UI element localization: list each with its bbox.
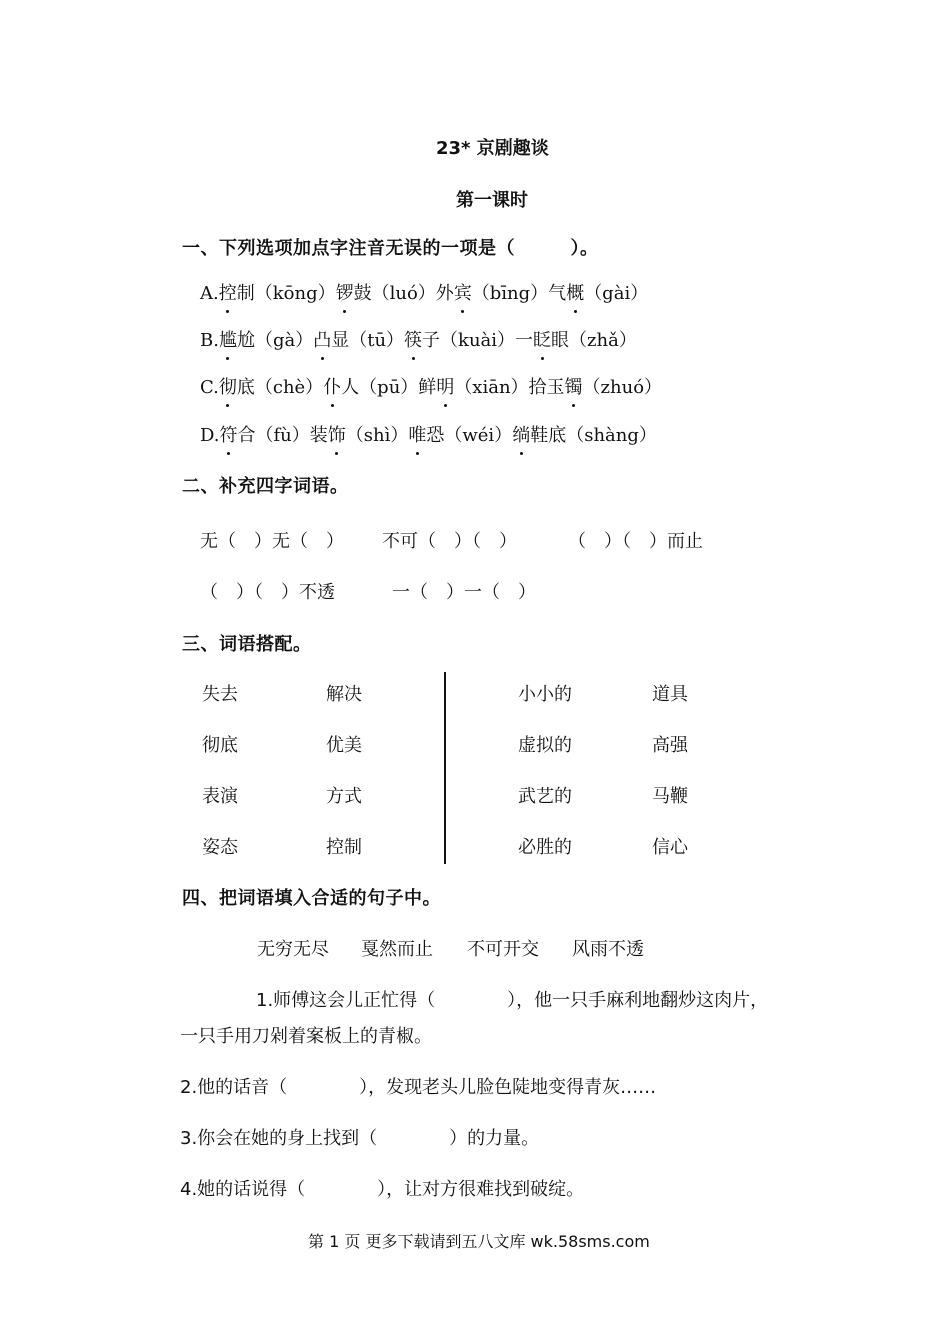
- option-text: 显（tū）: [331, 330, 405, 351]
- sentence-1: 1.师傅这会儿正忙得（ ），他一只手麻利地翻炒这肉片，: [256, 990, 769, 1011]
- emphasis-char: 筷: [404, 326, 422, 352]
- column-divider: [444, 672, 446, 864]
- match-word: 信心: [652, 837, 688, 858]
- q2-item: 不可（ ）（ ）: [382, 531, 517, 552]
- option-text: （xiān）拾玉: [454, 377, 565, 398]
- option-text: （zhuó）: [582, 377, 663, 398]
- option-text: B.: [200, 330, 219, 351]
- emphasis-char: 彻: [219, 373, 237, 399]
- match-word: 失去: [202, 684, 238, 705]
- match-word: 优美: [326, 735, 362, 756]
- option-text: 合（fù）装: [237, 425, 328, 446]
- emphasis-char: 唯: [408, 421, 426, 447]
- emphasis-char: 凸: [313, 326, 331, 352]
- emphasis-char: 概: [566, 279, 584, 305]
- match-word: 道具: [652, 684, 688, 705]
- option-text: 鼓（luó）外: [353, 283, 454, 304]
- q2-item: 无（ ）无（ ）: [200, 531, 344, 552]
- option-text: 眼（zhǎ）: [551, 330, 637, 351]
- q1-option-b: [200, 326, 637, 352]
- sentence-1-cont: 一只手用刀剁着案板上的青椒。: [180, 1026, 432, 1047]
- match-word: 解决: [326, 684, 362, 705]
- emphasis-char: 明: [436, 373, 454, 399]
- emphasis-char: 绱: [512, 421, 530, 447]
- option-text: 底（chè）: [236, 377, 324, 398]
- match-word: 马鞭: [652, 786, 688, 807]
- page-footer: 第 1 页 更多下载请到五八文库 wk.58sms.com: [308, 1232, 650, 1251]
- page-subtitle: 第一课时: [456, 190, 528, 211]
- emphasis-char: 宾: [454, 279, 472, 305]
- sentence-2: 2.他的话音（ ），发现老头儿脸色陡地变得青灰……: [180, 1077, 657, 1098]
- emphasis-char: 尴: [219, 326, 237, 352]
- match-word: 小小的: [518, 684, 572, 705]
- q1-option-d: [200, 421, 657, 447]
- emphasis-char: 锣: [336, 279, 354, 305]
- match-word: 控制: [326, 837, 362, 858]
- sentence-4: 4.她的话说得（ ），让对方很难找到破绽。: [180, 1179, 585, 1200]
- match-word: 表演: [202, 786, 238, 807]
- match-word: 姿态: [202, 837, 238, 858]
- match-word: 武艺的: [518, 786, 572, 807]
- q4-heading: 四、把词语填入合适的句子中。: [182, 888, 441, 909]
- option-text: （bīng）气: [471, 283, 567, 304]
- option-text: 子（kuài）一: [422, 330, 534, 351]
- option-text: （shì）: [345, 425, 409, 446]
- q2-item: （ ）（ ）而止: [568, 531, 703, 552]
- q1-heading: 一、下列选项加点字注音无误的一项是（ ）。: [182, 238, 599, 259]
- word-bank-item: 不可开交: [467, 939, 539, 960]
- page-title: 23* 京剧趣谈: [436, 138, 549, 159]
- q1-option-a: [200, 279, 648, 305]
- q2-item: 一（ ）一（ ）: [392, 582, 536, 603]
- emphasis-char: 仆: [323, 373, 341, 399]
- match-word: 彻底: [202, 735, 238, 756]
- option-text: 尬（gà）: [236, 330, 314, 351]
- q1-option-c: [200, 373, 662, 399]
- option-text: 鞋底（shàng）: [530, 425, 657, 446]
- sentence-3: 3.你会在她的身上找到（ ）的力量。: [180, 1128, 540, 1149]
- emphasis-char: 控: [219, 279, 237, 305]
- option-text: C.: [200, 377, 219, 398]
- option-text: 人（pū）鲜: [341, 377, 437, 398]
- word-bank-item: 风雨不透: [572, 939, 644, 960]
- emphasis-char: 饰: [328, 421, 346, 447]
- q2-heading: 二、补充四字词语。: [182, 476, 349, 497]
- match-word: 必胜的: [518, 837, 572, 858]
- word-bank-item: 无穷无尽: [257, 939, 329, 960]
- option-text: （gài）: [584, 283, 649, 304]
- option-text: A.: [200, 283, 219, 304]
- emphasis-char: 镯: [565, 373, 583, 399]
- word-bank-item: 戛然而止: [361, 939, 433, 960]
- option-text: 恐（wéi）: [426, 425, 513, 446]
- emphasis-char: 眨: [533, 326, 551, 352]
- match-word: 高强: [652, 735, 688, 756]
- option-text: D.: [200, 425, 220, 446]
- option-text: 制（kōng）: [236, 283, 336, 304]
- match-word: 方式: [326, 786, 362, 807]
- emphasis-char: 符: [220, 421, 238, 447]
- match-word: 虚拟的: [518, 735, 572, 756]
- q2-item: （ ）（ ）不透: [200, 582, 335, 603]
- q3-heading: 三、词语搭配。: [182, 634, 312, 655]
